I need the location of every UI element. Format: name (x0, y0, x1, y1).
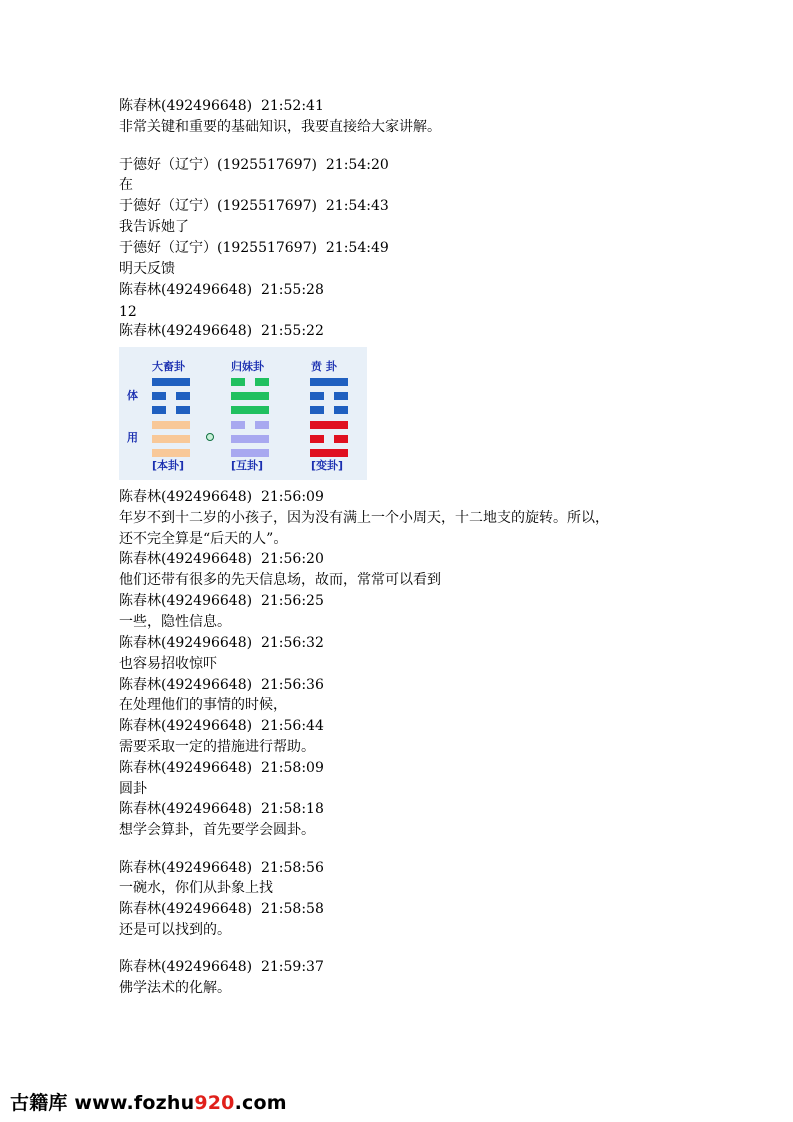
message-header: 陈春林(492496648) 21:55:22 (119, 323, 324, 339)
hexagram-caption: [互卦] (231, 459, 264, 472)
site-watermark (10, 1088, 287, 1115)
yang-line (152, 421, 190, 429)
message-header: 陈春林(492496648) 21:58:09 (119, 760, 324, 776)
yang-line (310, 378, 348, 386)
message-text: 一碗水，你们从卦象上找 (119, 880, 273, 896)
side-label-yong: 用 (127, 431, 138, 444)
yin-line-segment (231, 378, 245, 386)
message-text: 年岁不到十二岁的小孩子，因为没有满上一个小周天，十二地支的旋转。所以， (119, 510, 609, 526)
yang-line (310, 421, 348, 429)
yin-line-segment (176, 406, 190, 414)
message-text: 佛学法术的化解。 (119, 980, 231, 996)
yang-line (152, 378, 190, 386)
yin-line-segment (255, 378, 269, 386)
site-url-number: 920 (194, 1092, 235, 1114)
site-name: 古籍库 (10, 1092, 68, 1114)
yang-line (152, 435, 190, 443)
message-text: 明天反馈 (119, 261, 175, 277)
message-header: 陈春林(492496648) 21:56:25 (119, 593, 324, 609)
message-text: 12 (119, 304, 137, 320)
message-header: 于德好（辽宁）(1925517697) 21:54:43 (119, 198, 389, 214)
message-text: 想学会算卦，首先要学会圆卦。 (119, 822, 315, 838)
site-url-prefix: www.fozhu (67, 1092, 195, 1114)
hexagram-caption: [变卦] (311, 459, 344, 472)
message-header: 于德好（辽宁）(1925517697) 21:54:49 (119, 240, 389, 256)
site-url-suffix: .com (234, 1092, 287, 1114)
yang-line (231, 392, 269, 400)
message-header: 陈春林(492496648) 21:58:58 (119, 901, 324, 917)
message-text: 他们还带有很多的先天信息场，故而，常常可以看到 (119, 572, 441, 588)
message-text: 也容易招收惊吓 (119, 656, 217, 672)
message-text: 还是可以找到的。 (119, 922, 231, 938)
yang-line (231, 406, 269, 414)
message-text: 一些，隐性信息。 (119, 614, 231, 630)
yin-line-segment (152, 406, 166, 414)
hexagram-figure (119, 347, 367, 480)
message-header: 陈春林(492496648) 21:58:56 (119, 860, 324, 876)
message-header: 陈春林(492496648) 21:56:36 (119, 677, 324, 693)
yin-line-segment (310, 392, 324, 400)
message-text: 非常关键和重要的基础知识，我要直接给大家讲解。 (119, 119, 441, 135)
hexagram-title: 归妹卦 (231, 360, 264, 373)
yin-line-segment (231, 421, 245, 429)
message-header: 陈春林(492496648) 21:55:28 (119, 282, 324, 298)
yin-line-segment (176, 392, 190, 400)
yin-line-segment (334, 435, 348, 443)
message-text: 在 (119, 177, 133, 193)
message-header: 陈春林(492496648) 21:58:18 (119, 801, 324, 817)
yang-line (231, 435, 269, 443)
circle-marker-icon (206, 433, 214, 441)
hexagram-title: 贲 卦 (311, 360, 337, 373)
message-header: 陈春林(492496648) 21:52:41 (119, 98, 324, 114)
message-text: 需要采取一定的措施进行帮助。 (119, 739, 315, 755)
yin-line-segment (334, 406, 348, 414)
message-text: 在处理他们的事情的时候， (119, 697, 287, 713)
message-header: 陈春林(492496648) 21:56:44 (119, 718, 324, 734)
message-header: 陈春林(492496648) 21:56:09 (119, 489, 324, 505)
message-header: 陈春林(492496648) 21:56:32 (119, 635, 324, 651)
yin-line-segment (334, 392, 348, 400)
yin-line-segment (152, 392, 166, 400)
yang-line (152, 449, 190, 457)
message-text: 我告诉她了 (119, 219, 189, 235)
message-header: 陈春林(492496648) 21:56:20 (119, 551, 324, 567)
message-header: 陈春林(492496648) 21:59:37 (119, 959, 324, 975)
yin-line-segment (255, 421, 269, 429)
yang-line (231, 449, 269, 457)
message-header: 于德好（辽宁）(1925517697) 21:54:20 (119, 157, 389, 173)
hexagram-title: 大畜卦 (152, 360, 185, 373)
yang-line (310, 449, 348, 457)
side-label-ti: 体 (127, 389, 138, 402)
hexagram-caption: [本卦] (152, 459, 185, 472)
yin-line-segment (310, 406, 324, 414)
message-text: 圆卦 (119, 781, 147, 797)
message-text: 还不完全算是“后天的人”。 (119, 531, 288, 547)
yin-line-segment (310, 435, 324, 443)
